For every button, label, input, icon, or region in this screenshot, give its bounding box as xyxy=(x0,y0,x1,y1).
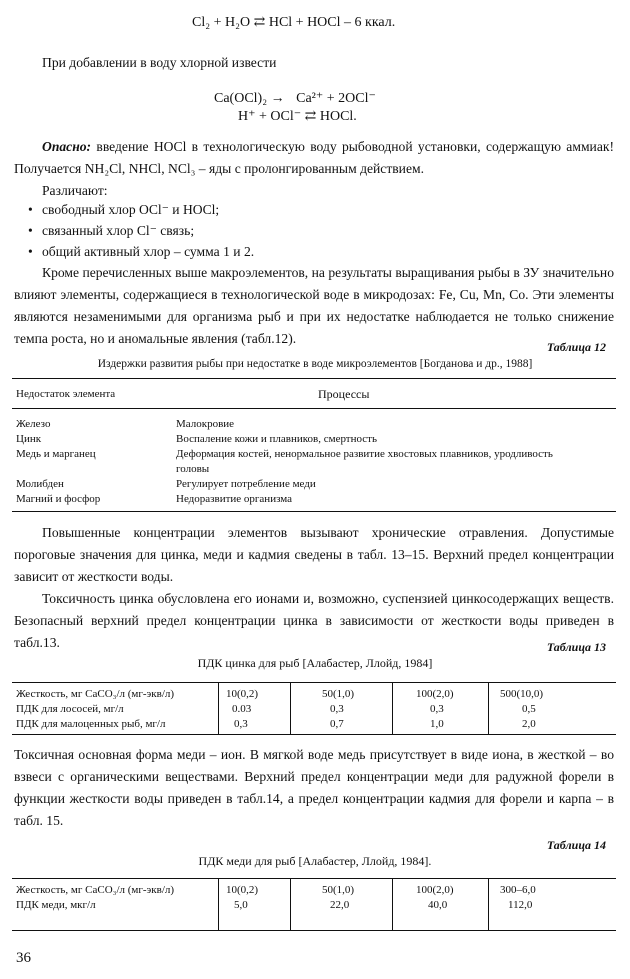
table13-cell: 0,3 xyxy=(330,703,344,715)
table13-divider xyxy=(218,682,219,734)
table12-top-rule xyxy=(12,378,616,379)
table14-cell: 100(2,0) xyxy=(416,884,454,896)
table12-header-processes: Процессы xyxy=(318,387,370,401)
table13-cell: 0,7 xyxy=(330,718,344,730)
page-number: 36 xyxy=(16,950,31,966)
paragraph-microelements: Кроме перечисленных выше макроэлементов, на результаты выращивания рыбы в ЗУ значительно влияют элементы, содержащиеся в технологической воде в микродозах: Fe, Cu, Mn, Co. Эти элементы являются незаменимыми для организма рыб и при их недостатке наблюдается не только снижение темпа роста, но и аномальные явления (табл.12). xyxy=(14,265,614,346)
table13-cell: 0.03 xyxy=(232,703,252,715)
table13-cell: ПДК для лососей, мг/л xyxy=(16,703,124,715)
table14-cell: Жесткость, мг CaCO₃/л (мг-экв/л) xyxy=(16,884,175,896)
table12-cell: Магний и фосфор xyxy=(16,493,101,505)
table13-cell: 0,3 xyxy=(430,703,444,715)
paragraph-zinc: Токсичность цинка обусловлена его ионами и, возможно, суспензией цинкосодержащих веществ. Безопасный верхний предел концентрации цинка в зависимости от жесткости воды приведен в табл.13. xyxy=(14,591,614,650)
bullet-icon: • xyxy=(28,202,33,217)
table13-cell: 0,3 xyxy=(234,718,248,730)
table14-divider xyxy=(218,878,219,930)
paragraph-copper: Токсичная основная форма меди – ион. В мягкой воде медь присутствует в виде иона, в жесткой – во взвеси с органическими веществами. Верхний предел концентрации меди для радужной форели в функции жесткости воды приведен в табл.14, а предел концентрации кадмия для форели и карпа – в табл. 15. xyxy=(14,747,614,828)
table12-cell: Регулирует потребление меди xyxy=(176,478,316,490)
table13-cell: 1,0 xyxy=(430,718,444,730)
table12-cell: Медь и марганец xyxy=(16,448,96,460)
table13-top-rule xyxy=(12,682,616,683)
table13-divider xyxy=(488,682,489,734)
table12-label: Таблица 12 xyxy=(546,340,606,354)
table14-cell: 50(1,0) xyxy=(322,884,355,896)
table13-cell: ПДК для малоценных рыб, мг/л xyxy=(16,718,166,730)
paragraph-lime-text: При добавлении в воду хлорной извести xyxy=(42,55,277,70)
table13-cell: 10(0,2) xyxy=(226,688,259,700)
table13-caption: ПДК цинка для рыб [Алабастер, Ллойд, 1984] xyxy=(197,656,433,670)
table12-cell: Деформация костей, ненормальное развитие хвостовых плавников, уродливость головы xyxy=(176,448,553,475)
table14-cell: 22,0 xyxy=(330,899,350,911)
paragraph-lime xyxy=(14,52,614,74)
bullet-icon: • xyxy=(28,223,33,238)
table13-cell: 100(2,0) xyxy=(416,688,454,700)
table12-cell: Воспаление кожи и плавников, смертность xyxy=(176,433,377,445)
table14-caption: ПДК меди для рыб [Алабастер, Ллойд, 1984]. xyxy=(198,854,432,868)
list-item xyxy=(28,220,194,241)
table14-cell: 40,0 xyxy=(428,899,448,911)
bullet-icon: • xyxy=(28,244,33,259)
table14-divider xyxy=(290,878,291,930)
table12-cell: Цинк xyxy=(16,433,42,445)
equation-left: Ca(OCl)₂ → xyxy=(214,91,285,106)
table14-cell: 112,0 xyxy=(508,899,533,911)
list-item-text: связанный хлор Cl⁻ связь; xyxy=(42,223,195,238)
table14-bottom-rule xyxy=(12,930,616,931)
table13-cell: 500(10,0) xyxy=(500,688,544,700)
table14-divider xyxy=(488,878,489,930)
table12-cell: Железо xyxy=(16,418,51,430)
table14-divider xyxy=(392,878,393,930)
list-item-text: общий активный хлор – сумма 1 и 2. xyxy=(42,244,255,259)
table14-label: Таблица 14 xyxy=(546,838,606,852)
table12-cell: Молибден xyxy=(16,478,64,490)
table12-cell: Малокровие xyxy=(176,418,235,430)
list-item-text: свободный хлор OCl⁻ и HOCl; xyxy=(42,202,220,217)
table13-cell: Жесткость, мг CaCO₃/л (мг-экв/л) xyxy=(16,688,175,700)
table13-cell: 2,0 xyxy=(522,718,536,730)
table14-cell: 300–6,0 xyxy=(500,884,536,896)
table13-cell: 0,5 xyxy=(522,703,536,715)
table13-label: Таблица 13 xyxy=(546,640,606,654)
table13-cell: 50(1,0) xyxy=(322,688,355,700)
table14-cell: ПДК меди, мкг/л xyxy=(16,899,96,911)
paragraph-chronic: Повышенные концентрации элементов вызывают хронические отравления. Допустимые пороговые значения для цинка, меди и кадмия сведены в табл. 13–15. Верхний предел концентрации зависит от жесткости воды. xyxy=(14,525,614,584)
table13-divider xyxy=(290,682,291,734)
list-item xyxy=(28,241,254,262)
distinguish-text: Различают: xyxy=(42,183,108,198)
table14-cell: 10(0,2) xyxy=(226,884,259,896)
table13-bottom-rule xyxy=(12,734,616,735)
list-item xyxy=(28,199,219,220)
table12-header-rule xyxy=(12,408,616,409)
equation-right: Ca²⁺ + 2OCl⁻ xyxy=(296,91,376,106)
equation-hypochlorite-dissociation xyxy=(214,90,376,107)
paragraph-danger xyxy=(14,136,614,180)
equation-chlorine-hydrolysis: Cl₂ + H₂O ⇄ HCl + HOCl – 6 ккал. xyxy=(192,15,396,30)
table14-top-rule xyxy=(12,878,616,879)
danger-label: Опасно: xyxy=(42,139,92,154)
danger-text: введение HOCl в технологическую воду рыбоводной установки, содержащую аммиак! Получается NH₂Cl, NHCl, NCl₃ – яды с пролонгированным действием. xyxy=(14,139,614,176)
table14-cell: 5,0 xyxy=(234,899,248,911)
table13-divider xyxy=(392,682,393,734)
table12-header-element: Недостаток элемента xyxy=(16,388,116,400)
table12-cell: Недоразвитие организма xyxy=(176,493,293,505)
table12-bottom-rule xyxy=(12,511,616,512)
table12-caption: Издержки развития рыбы при недостатке в воде микроэлементов [Богданова и др., 1988] xyxy=(97,358,533,370)
equation-hocl-formation: H⁺ + OCl⁻ ⇄ HOCl. xyxy=(238,109,357,124)
